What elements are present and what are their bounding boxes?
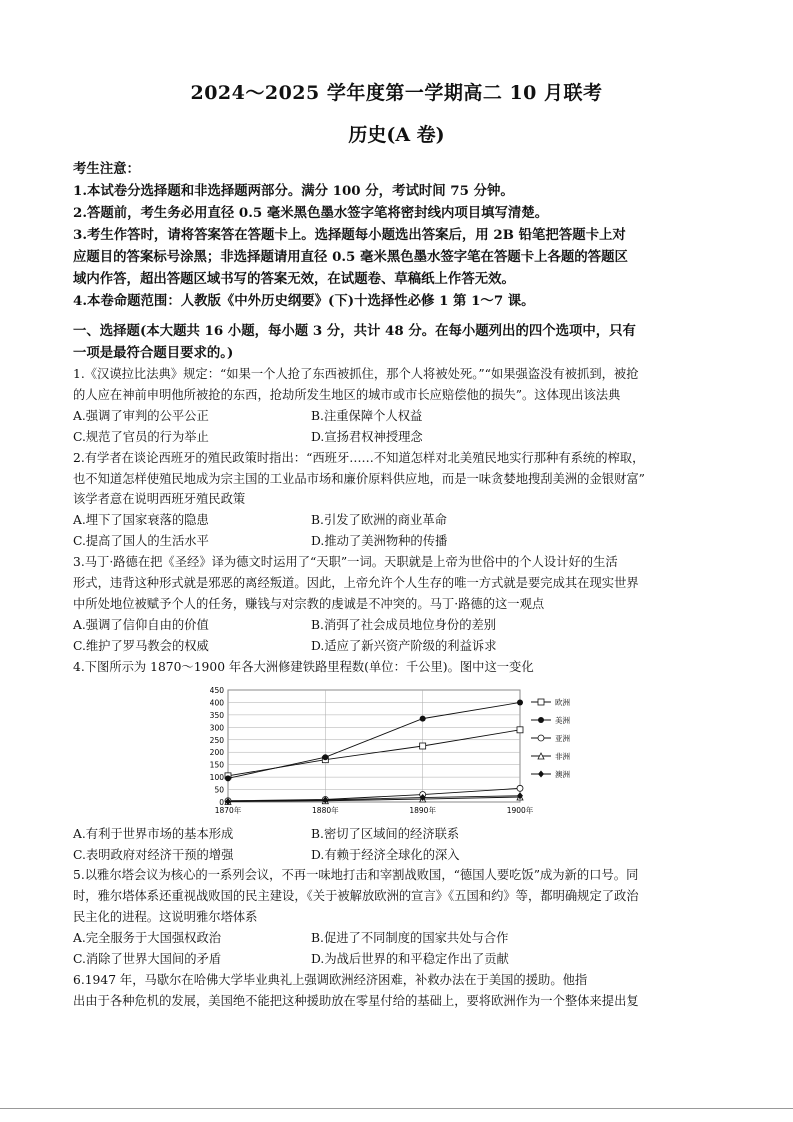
plot-frame bbox=[228, 690, 520, 802]
question-6 bbox=[73, 970, 733, 1012]
data-point bbox=[517, 726, 523, 732]
data-point bbox=[420, 715, 426, 721]
note-line: 3.考生作答时，请将答案答在答题卡上。选择题每小题选出答案后，用 2B 铅笔把答题卡上对 bbox=[73, 227, 626, 243]
y-tick-label: 200 bbox=[209, 747, 224, 757]
option-b[interactable]: B.引发了欧洲的商业革命 bbox=[311, 513, 447, 528]
option-b[interactable]: B.消弭了社会成员地位身份的差别 bbox=[311, 617, 497, 632]
data-point bbox=[517, 699, 523, 705]
note-line: 应题目的答案标号涂黑；非选择题请用直径 0.5 毫米黑色墨水签字笔在答题卡上各题的答题区 bbox=[73, 249, 628, 265]
option-d[interactable]: D.适应了新兴资产阶级的利益诉求 bbox=[311, 638, 497, 653]
question-text: 该学者意在说明西班牙殖民政策 bbox=[73, 492, 246, 507]
option-a[interactable]: A.强调了信仰自由的价值 bbox=[73, 617, 209, 632]
x-tick-label: 1870年 bbox=[214, 805, 242, 815]
question-text: 3.马丁·路德在把《圣经》译为德文时运用了“天职”一词。天职就是上帝为世俗中的个人设计好的生活 bbox=[73, 555, 618, 570]
page-bottom-rule bbox=[0, 1108, 793, 1109]
legend-label: 欧洲 bbox=[555, 697, 570, 707]
legend-marker bbox=[538, 717, 544, 723]
line-chart bbox=[73, 680, 573, 818]
option-c[interactable]: C.提高了国人的生活水平 bbox=[73, 534, 209, 549]
option-d[interactable]: D.有赖于经济全球化的深入 bbox=[311, 847, 460, 862]
note-line: 1.本试卷分选择题和非选择题两部分。满分 100 分，考试时间 75 分钟。 bbox=[73, 183, 514, 199]
legend-marker bbox=[538, 699, 544, 705]
question-text: 4.下图所示为 1870～1900 年各大洲修建铁路里程数(单位：千公里)。图中这一变化 bbox=[73, 659, 534, 674]
data-point bbox=[420, 743, 426, 749]
note-line: 2.答题前，考生务必用直径 0.5 毫米黑色墨水签字笔将密封线内项目填写清楚。 bbox=[73, 205, 549, 221]
question-text: 出由于各种危机的发展，美国绝不能把这种援助放在零星付给的基础上，要将欧洲作为一个整体来提出复 bbox=[73, 993, 639, 1008]
y-tick-label: 350 bbox=[209, 710, 224, 720]
y-tick-label: 400 bbox=[209, 698, 224, 708]
option-b[interactable]: B.注重保障个人权益 bbox=[311, 408, 423, 423]
legend-label: 澳洲 bbox=[555, 769, 570, 779]
question-list bbox=[73, 364, 733, 1012]
candidate-notes bbox=[73, 158, 723, 312]
note-line: 4.本卷命题范围：人教版《中外历史纲要》(下)十选择性必修 1 第 1～7 课。 bbox=[73, 293, 535, 309]
y-tick-label: 50 bbox=[214, 785, 224, 795]
question-text: 5.以雅尔塔会议为核心的一系列会议，不再一味地打击和宰割战败国，“德国人要吃饭”成为新的口号。同 bbox=[73, 868, 639, 883]
legend-marker bbox=[538, 770, 544, 777]
legend-label: 亚洲 bbox=[555, 733, 570, 743]
question-text: 中所处地位被赋予个人的任务，赚钱与对宗教的虔诚是不冲突的。马丁·路德的这一观点 bbox=[73, 596, 545, 611]
question-text: 1.《汉谟拉比法典》规定：“如果一个人抢了东西被抓住，那个人将被处死。”“如果强盗没有被抓到，被抢 bbox=[73, 367, 639, 381]
option-a[interactable]: A.完全服务于大国强权政治 bbox=[73, 931, 222, 946]
data-point bbox=[322, 754, 328, 760]
option-b[interactable]: B.促进了不同制度的国家共处与合作 bbox=[311, 931, 509, 946]
option-a[interactable]: A.埋下了国家衰落的隐患 bbox=[73, 513, 209, 528]
notes-heading: 考生注意： bbox=[73, 161, 140, 177]
option-c[interactable]: C.消除了世界大国间的矛盾 bbox=[73, 952, 222, 967]
question-text: 2.有学者在谈论西班牙的殖民政策时指出：“西班牙……不知道怎样对北美殖民地实行那种有系统的榨取， bbox=[73, 450, 645, 465]
question-text: 6.1947 年，马歇尔在哈佛大学毕业典礼上强调欧洲经济困难，补救办法在于美国的援助。他指 bbox=[73, 972, 588, 987]
section-line: 一、选择题(本大题共 16 小题，每小题 3 分，共计 48 分。在每小题列出的四个选项中，只有 bbox=[73, 323, 636, 339]
x-tick-label: 1880年 bbox=[312, 805, 339, 815]
option-d[interactable]: D.推动了美洲物种的传播 bbox=[311, 534, 448, 549]
option-a[interactable]: A.有利于世界市场的基本形成 bbox=[73, 826, 234, 841]
question-text: 形式，违背这种形式就是邪恶的离经叛道。因此，上帝允许个人生存的唯一方式就是要完成其在现实世界 bbox=[73, 576, 639, 591]
option-d[interactable]: D.宣扬君权神授理念 bbox=[311, 429, 423, 444]
option-b[interactable]: B.密切了区域间的经济联系 bbox=[311, 826, 460, 841]
option-c[interactable]: C.规范了官员的行为举止 bbox=[73, 429, 209, 444]
x-tick-label: 1900年 bbox=[506, 805, 534, 815]
y-tick-label: 150 bbox=[209, 760, 224, 770]
exam-title: 2024～2025 学年度第一学期高二 10 月联考 bbox=[190, 82, 603, 104]
question-text: 也不知道怎样使殖民地成为宗主国的工业品市场和廉价原料供应地，而是一味贪婪地搜刮美洲的金银财富” bbox=[73, 471, 645, 486]
railway-mileage-chart bbox=[73, 680, 733, 818]
option-c[interactable]: C.维护了罗马教会的权威 bbox=[73, 638, 209, 653]
y-tick-label: 0 bbox=[219, 797, 224, 807]
legend-label: 美洲 bbox=[555, 715, 570, 725]
question-text: 的人应在神前申明他所被抢的东西，抢劫所发生地区的城市或市长应赔偿他的损失”。这体现出该法典 bbox=[73, 387, 621, 402]
option-d[interactable]: D.为战后世界的和平稳定作出了贡献 bbox=[311, 952, 509, 967]
y-tick-label: 250 bbox=[209, 735, 224, 745]
question-5 bbox=[73, 865, 733, 970]
legend-label: 非洲 bbox=[555, 751, 570, 761]
section-line: 一项是最符合题目要求的。) bbox=[73, 345, 234, 361]
data-point bbox=[517, 785, 523, 791]
exam-subtitle: 历史(A 卷) bbox=[348, 124, 445, 146]
question-3 bbox=[73, 552, 733, 657]
option-a[interactable]: A.强调了审判的公平公正 bbox=[73, 408, 209, 423]
legend-marker bbox=[538, 735, 544, 741]
question-4 bbox=[73, 657, 733, 866]
y-tick-label: 450 bbox=[209, 685, 224, 695]
question-2 bbox=[73, 448, 733, 553]
question-text: 时，雅尔塔体系还重视战败国的民主建设，《关于被解放欧洲的宣言》《五国和约》等，都明确规定了政治 bbox=[73, 889, 639, 904]
series-line bbox=[228, 702, 520, 778]
y-tick-label: 100 bbox=[209, 772, 224, 782]
question-1 bbox=[73, 364, 733, 448]
data-point bbox=[225, 775, 231, 781]
note-line: 域内作答，超出答题区域书写的答案无效，在试题卷、草稿纸上作答无效。 bbox=[73, 271, 515, 287]
section-heading bbox=[73, 320, 733, 364]
question-text: 民主化的进程。这说明雅尔塔体系 bbox=[73, 910, 258, 925]
option-c[interactable]: C.表明政府对经济干预的增强 bbox=[73, 847, 234, 862]
y-tick-label: 300 bbox=[209, 722, 224, 732]
x-tick-label: 1890年 bbox=[409, 805, 436, 815]
